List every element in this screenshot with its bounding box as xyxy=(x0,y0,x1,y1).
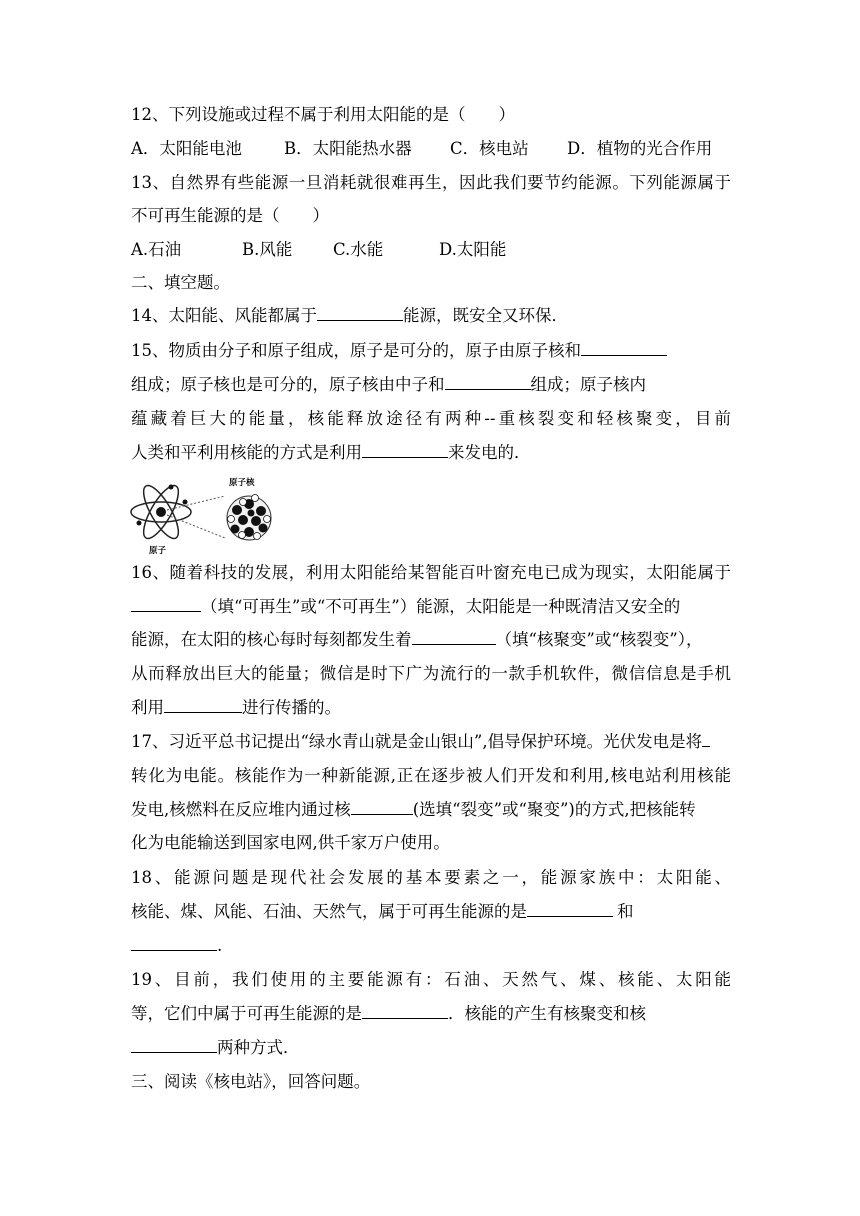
section-2-heading: 二、填空题。 xyxy=(131,273,230,292)
q13-stem-line1: 13、自然界有些能源一旦消耗就很难再生，因此我们要节约能源。下列能源属于 xyxy=(131,173,731,192)
zoom-line-bottom xyxy=(167,515,225,538)
q12-option-c: C．核电站 xyxy=(450,139,529,158)
electron-1 xyxy=(183,500,188,505)
q16-line5: 利用 进行传播的。 xyxy=(131,698,341,717)
q15-blank-1[interactable] xyxy=(581,340,667,356)
q13-option-c: C.水能 xyxy=(333,240,384,259)
q16-blank-1[interactable] xyxy=(131,596,201,612)
q12-option-d: D．植物的光合作用 xyxy=(567,139,713,158)
q15-blank-2[interactable] xyxy=(445,374,531,390)
electron-3 xyxy=(169,485,174,490)
q13-option-d: D.太阳能 xyxy=(439,240,507,259)
q13-option-a: A.石油 xyxy=(131,240,182,259)
q15-line4: 人类和平利用核能的方式是利用 来发电的． xyxy=(131,443,531,462)
nucleus-label: 原子核 xyxy=(229,478,255,488)
q18-line3: . xyxy=(131,935,222,957)
section-3-heading: 三、阅读《核电站》，回答问题。 xyxy=(131,1072,371,1091)
q13-options xyxy=(131,239,506,261)
q14-blank[interactable] xyxy=(317,305,403,321)
q15-blank-3[interactable] xyxy=(362,442,448,458)
q12-stem: 12、下列设施或过程不属于利用太阳能的是（ ） xyxy=(131,105,515,124)
q19-blank-2[interactable] xyxy=(131,1037,217,1053)
q15-line3: 蕴藏着巨大的能量，核能释放途径有两种--重核裂变和轻核聚变，目前 xyxy=(131,409,731,428)
q18-line2: 核能、煤、风能、石油、天然气，属于可再生能源的是 和 xyxy=(131,902,634,921)
q14-text: 14、太阳能、风能都属于 能源，既安全又环保． xyxy=(131,306,568,325)
q16-blank-2[interactable] xyxy=(412,629,496,645)
q19-blank-1[interactable] xyxy=(362,1003,448,1019)
q12-option-a: A．太阳能电池 xyxy=(131,139,242,158)
q18-line1: 18、能源问题是现代社会发展的基本要素之一，能源家族中：太阳能、 xyxy=(131,868,731,887)
q16-line3: 能源，在太阳的核心每时每刻都发生着 （填“核聚变”或“核裂变”）， xyxy=(131,630,703,649)
q16-blank-3[interactable] xyxy=(164,697,242,713)
q17-blank-2[interactable] xyxy=(351,799,413,815)
q19-line1: 19、目前，我们使用的主要能源有：石油、天然气、煤、核能、太阳能 xyxy=(131,970,731,989)
q18-blank-1[interactable] xyxy=(527,901,613,917)
q17-line3: 发电,核燃料在反应堆内通过核 (选填“裂变”或“聚变”)的方式,把核能转 xyxy=(131,800,696,819)
q17-line4: 化为电能输送到国家电网,供千家万户使用。 xyxy=(131,833,450,852)
q18-blank-2[interactable] xyxy=(131,935,217,951)
atom-nucleus-dot xyxy=(156,507,166,517)
q17-line1: 17、习近平总书记提出“绿水青山就是金山银山”,倡导保护环境。光伏发电是将 xyxy=(131,731,710,753)
q13-stem-line2: 不可再生能源的是（ ） xyxy=(131,206,329,225)
q17-blank-1[interactable] xyxy=(702,731,710,747)
q15-line1: 15、物质由分子和原子组成，原子是可分的，原子由原子核和 xyxy=(131,340,667,362)
q17-line2: 转化为电能。核能作为一种新能源,正在逐步被人们开发和利用,核电站利用核能 xyxy=(131,766,731,785)
q12-options xyxy=(131,138,712,160)
atom-structure-figure xyxy=(129,474,301,556)
q19-line3: 两种方式． xyxy=(131,1037,300,1059)
q12-option-b: B．太阳能热水器 xyxy=(284,139,412,158)
q16-line1: 16、随着科技的发展，利用太阳能给某智能百叶窗充电已成为现实，太阳能属于 xyxy=(131,563,731,582)
atom-label: 原子 xyxy=(149,546,167,556)
q13-option-b: B.风能 xyxy=(242,240,293,259)
q16-line2: （填“可再生”或“不可再生”）能源，太阳能是一种既清洁又安全的 xyxy=(131,596,680,618)
q19-line2: 等，它们中属于可再生能源的是 ．核能的产生有核聚变和核 xyxy=(131,1004,646,1023)
electron-2 xyxy=(137,521,142,526)
q16-line4: 从而释放出巨大的能量；微信是时下广为流行的一款手机软件，微信信息是手机 xyxy=(131,664,731,683)
q15-line2: 组成；原子核也是可分的，原子核由中子和 组成；原子核内 xyxy=(131,375,646,394)
